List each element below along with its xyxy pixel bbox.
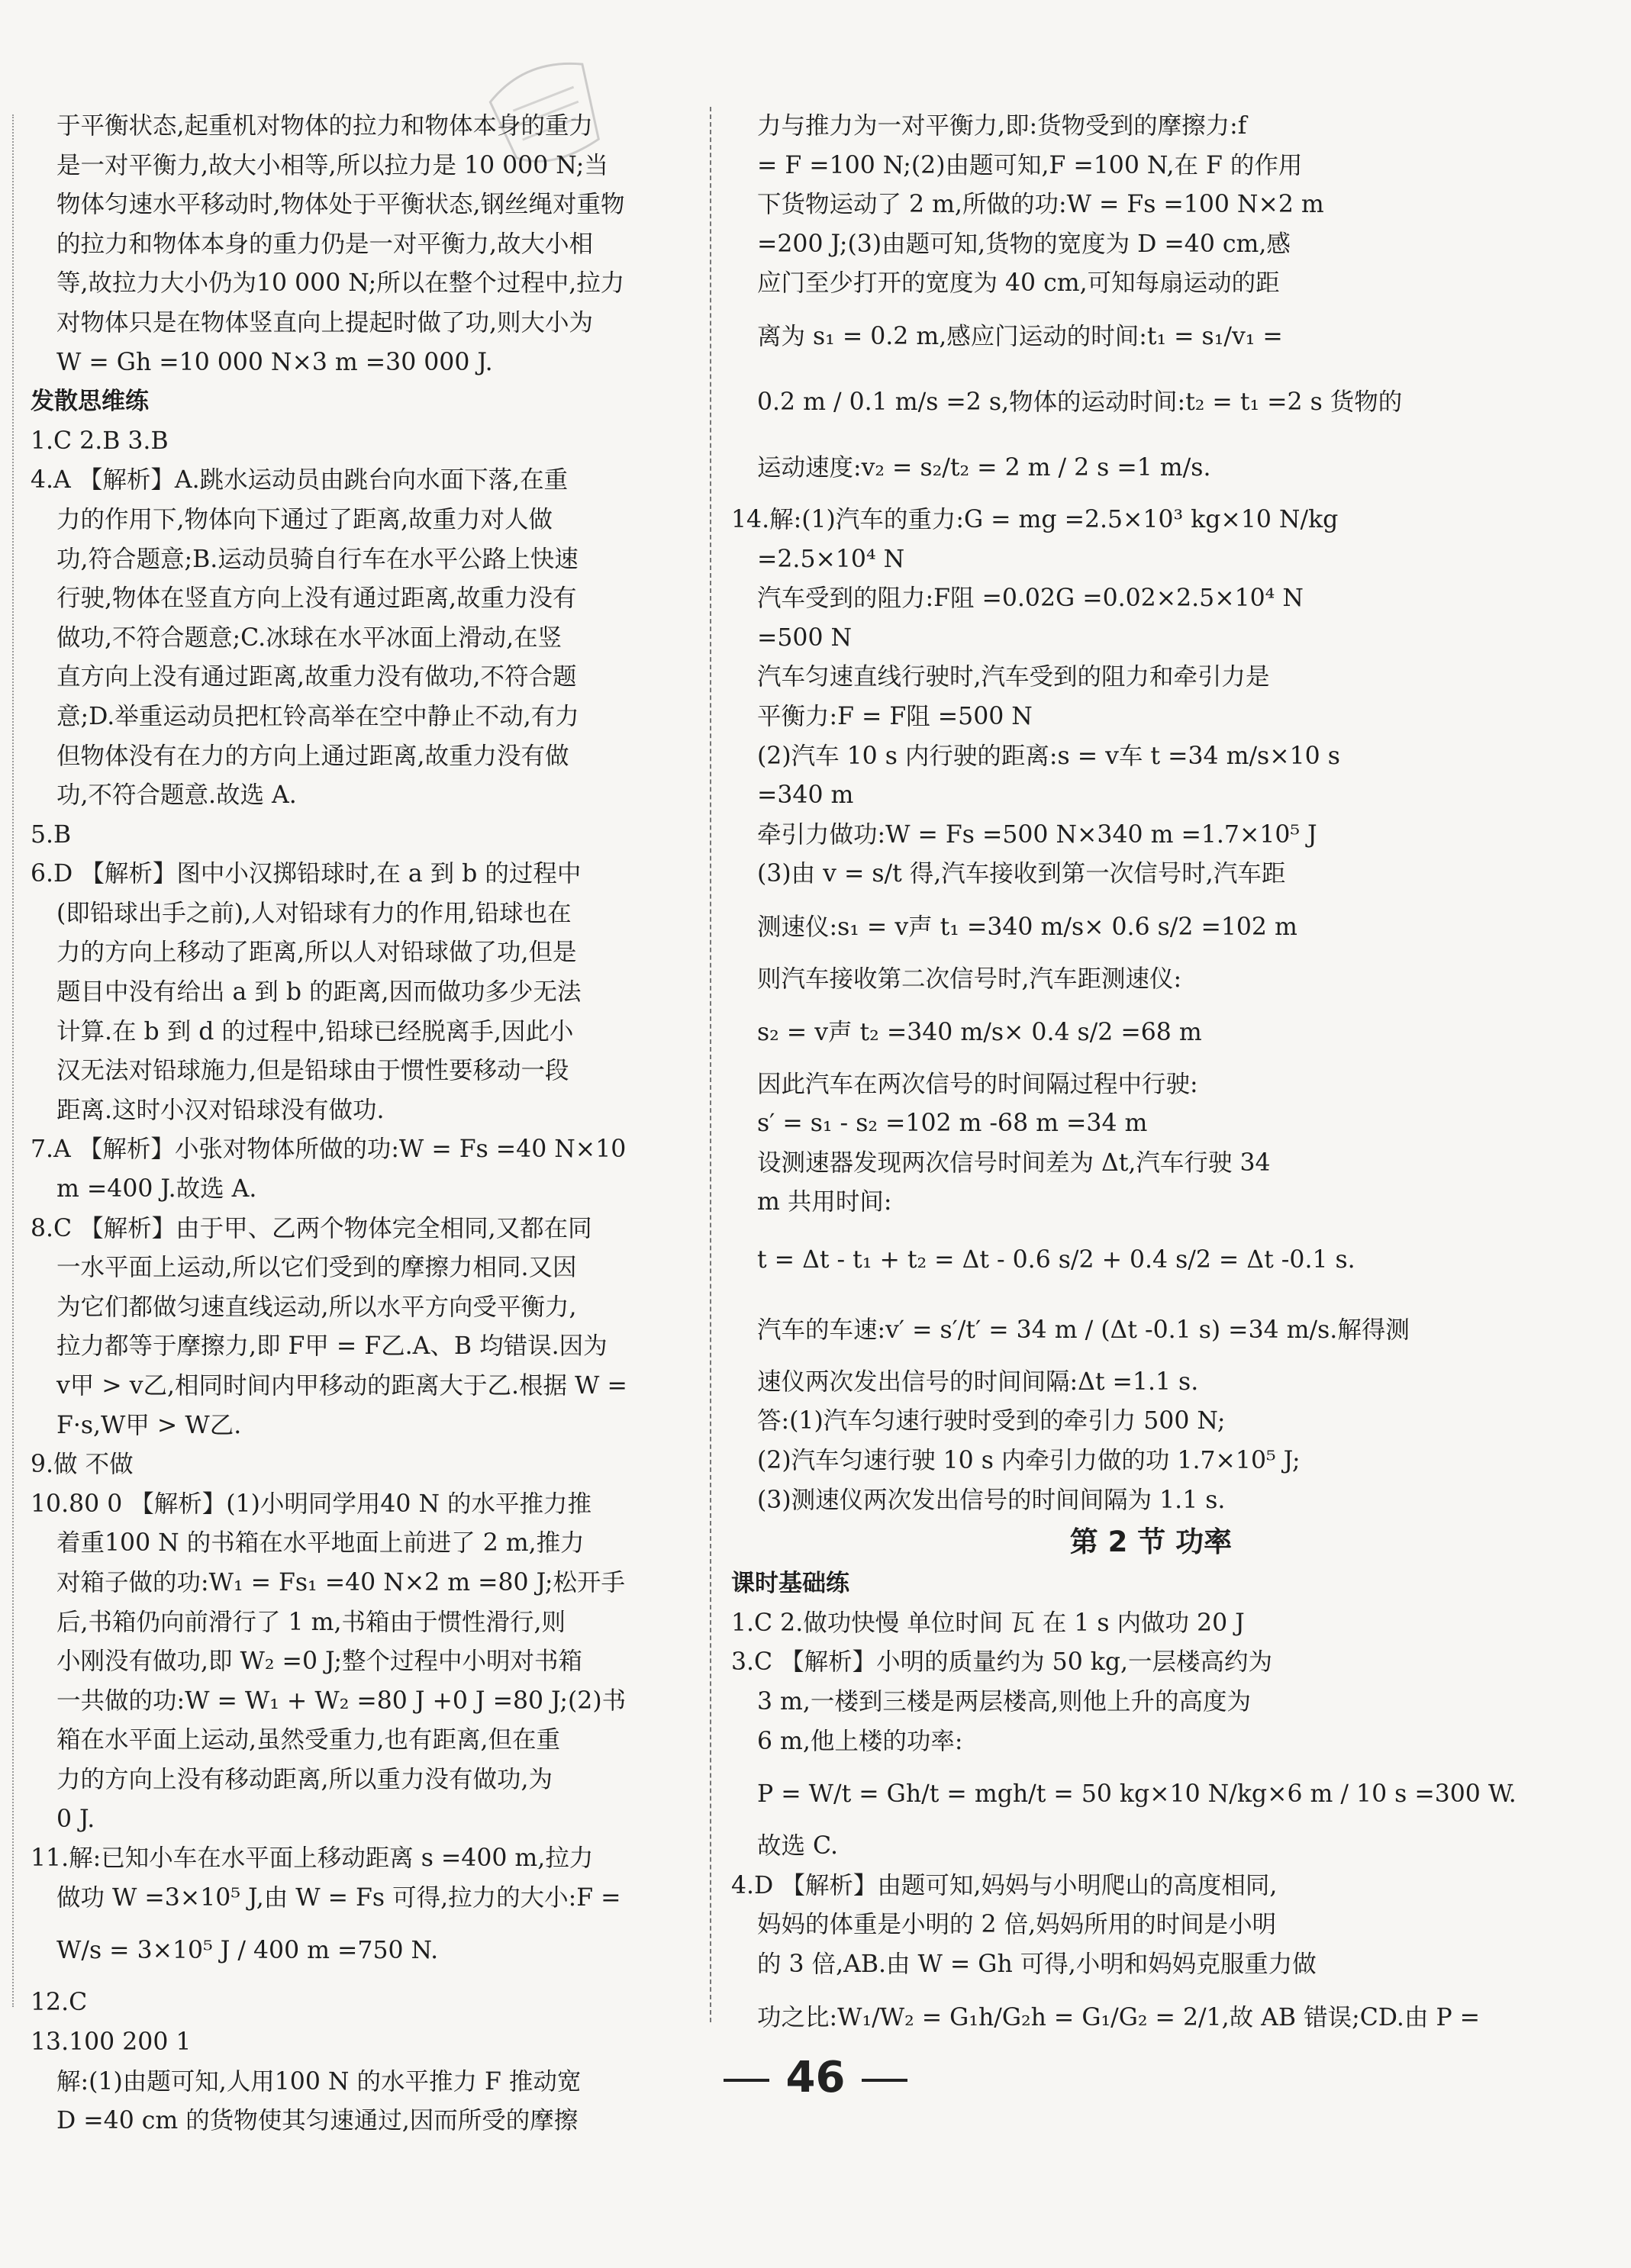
text-line: 直方向上没有通过距离,故重力没有做功,不符合题 [56,663,577,691]
text-line: 行驶,物体在竖直方向上没有通过距离,故重力没有 [56,585,577,613]
text-line: v甲 > v乙,相同时间内甲移动的距离大于乙.根据 W = [56,1372,627,1400]
page-number-text: 46 [785,2053,846,2102]
text-line: F·s,W甲 > W乙. [56,1411,242,1439]
text-line: 计算.在 b 到 d 的过程中,铅球已经脱离手,因此小 [56,1017,574,1045]
text-line: W/s = 3×10⁵ J / 400 m =750 N. [56,1937,439,1965]
text-line: 箱在水平面上运动,虽然受重力,也有距离,但在重 [56,1726,561,1754]
left-column [31,107,702,2141]
text-line: m 共用时间: [757,1188,892,1216]
text-line: 速仪两次发出信号的时间间隔:Δt =1.1 s. [757,1368,1199,1396]
text-line: 8.C 【解析】由于甲、乙两个物体完全相同,又都在同 [31,1214,592,1242]
text-line: =200 J;(3)由题可知,货物的宽度为 D =40 cm,感 [757,230,1291,258]
text-line: 但物体没有在力的方向上通过距离,故重力没有做 [56,742,569,770]
text-line: 做功 W =3×10⁵ J,由 W = Fs 可得,拉力的大小:F = [56,1883,621,1912]
text-line: 13.100 200 1 [31,2028,192,2056]
text-line: 则汽车接收第二次信号时,汽车距测速仪: [757,965,1182,993]
page-number-dash-left [724,2079,769,2082]
text-line: 4.A 【解析】A.跳水运动员由跳台向水面下落,在重 [31,466,569,495]
text-line: 4.D 【解析】由题可知,妈妈与小明爬山的高度相同, [731,1871,1278,1899]
column-divider [710,107,711,2022]
text-line: W = Gh =10 000 N×3 m =30 000 J. [56,348,493,376]
text-line: 的 3 倍,AB.由 W = Gh 可得,小明和妈妈克服重力做 [757,1951,1317,1978]
text-line: 功,符合题意;B.运动员骑自行车在水平公路上快速 [56,545,579,573]
text-line: 12.C [31,1989,88,2017]
text-line: 牵引力做功:W = Fs =500 N×340 m =1.7×10⁵ J [757,820,1317,849]
text-line: 妈妈的体重是小明的 2 倍,妈妈所用的时间是小明 [757,1911,1277,1939]
text-line: 0.2 m / 0.1 m/s =2 s,物体的运动时间:t₂ = t₁ =2 s 货物的 [757,388,1403,416]
text-line: 1.C 2.B 3.B [31,427,169,455]
text-line: 1.C 2.做功快慢 单位时间 瓦 在 1 s 内做功 20 J [731,1609,1245,1637]
page-number-dash-right [862,2079,907,2082]
text-line: m =400 J.故选 A. [56,1175,257,1203]
text-line: 的拉力和物体本身的重力仍是一对平衡力,故大小相 [56,230,594,258]
text-line: 力的方向上没有移动距离,所以重力没有做功,为 [56,1765,553,1793]
text-line: 应门至少打开的宽度为 40 cm,可知每扇运动的距 [757,269,1280,298]
text-line: 对物体只是在物体竖直向上提起时做了功,则大小为 [56,308,594,337]
text-line: 因此汽车在两次信号的时间隔过程中行驶: [757,1070,1198,1098]
text-line: 汽车的车速:v′ = s′/t′ = 34 m / (Δt -0.1 s) =34 m/s.解得测 [757,1316,1410,1344]
text-line: 为它们都做匀速直线运动,所以水平方向受平衡力, [56,1293,577,1321]
text-line: 是一对平衡力,故大小相等,所以拉力是 10 000 N;当 [56,151,608,179]
text-line: 后,书箱仍向前滑行了 1 m,书箱由于惯性滑行,则 [56,1608,566,1636]
text-line: (3)测速仪两次发出信号的时间间隔为 1.1 s. [757,1486,1226,1514]
text-line: 一水平面上运动,所以它们受到的摩擦力相同.又因 [56,1254,577,1282]
text-line: s′ = s₁ - s₂ =102 m -68 m =34 m [757,1110,1148,1138]
text-line: = F =100 N;(2)由题可知,F =100 N,在 F 的作用 [757,151,1303,179]
right-column [731,107,1571,2051]
section-title: 第 2 节 功率 [1069,1525,1233,1559]
text-line: 题目中没有给出 a 到 b 的距离,因而做功多少无法 [56,978,582,1007]
text-line: 功之比:W₁/W₂ = G₁h/G₂h = G₁/G₂ = 2/1,故 AB 错误;CD.由 P = [757,2003,1481,2031]
text-line: 力与推力为一对平衡力,即:货物受到的摩擦力:f [757,112,1247,140]
text-line: 于平衡状态,起重机对物体的拉力和物体本身的重力 [56,112,594,140]
text-line: 9.做 不做 [31,1451,134,1479]
text-line: 力的作用下,物体向下通过了距离,故重力对人做 [56,505,553,533]
text-line: 着重100 N 的书箱在水平地面上前进了 2 m,推力 [56,1529,585,1558]
text-line: 解:(1)由题可知,人用100 N 的水平推力 F 推动宽 [56,2067,582,2096]
text-line: (3)由 v = s/t 得,汽车接收到第一次信号时,汽车距 [757,860,1286,888]
text-line: 汽车受到的阻力:F阻 =0.02G =0.02×2.5×10⁴ N [757,585,1304,613]
text-line: 拉力都等于摩擦力,即 F甲 = F乙.A、B 均错误.因为 [56,1332,608,1361]
text-line: 3.C 【解析】小明的质量约为 50 kg,一层楼高约为 [731,1648,1273,1677]
text-line: 6 m,他上楼的功率: [757,1727,963,1755]
text-line: 故选 C. [757,1832,839,1860]
text-line: 7.A 【解析】小张对物体所做的功:W = Fs =40 N×10 [31,1136,627,1164]
text-line: =500 N [757,623,853,652]
text-line: (即铅球出手之前),人对铅球有力的作用,铅球也在 [56,899,572,927]
text-line: 对箱子做的功:W₁ = Fs₁ =40 N×2 m =80 J;松开手 [56,1568,626,1596]
text-line: 汽车匀速直线行驶时,汽车受到的阻力和牵引力是 [757,663,1270,691]
text-line: 0 J. [56,1805,95,1833]
text-line: 6.D 【解析】图中小汉掷铅球时,在 a 到 b 的过程中 [31,860,582,888]
text-line: =2.5×10⁴ N [757,545,905,573]
text-line: 离为 s₁ = 0.2 m,感应门运动的时间:t₁ = s₁/v₁ = [757,322,1283,350]
text-line: 等,故拉力大小仍为10 000 N;所以在整个过程中,拉力 [56,269,625,298]
text-line: =340 m [757,781,854,810]
text-line: 汉无法对铅球施力,但是铅球由于惯性要移动一段 [56,1057,569,1085]
text-line: 距离.这时小汉对铅球没有做功. [56,1096,385,1124]
text-line: (2)汽车匀速行驶 10 s 内牵引力做的功 1.7×10⁵ J; [757,1447,1301,1475]
text-line: 3 m,一楼到三楼是两层楼高,则他上升的高度为 [757,1688,1251,1716]
text-line: (2)汽车 10 s 内行驶的距离:s = v车 t =34 m/s×10 s [757,742,1340,770]
text-line: 意;D.举重运动员把杠铃高举在空中静止不动,有力 [56,702,579,730]
text-line: 设测速器发现两次信号时间差为 Δt,汽车行驶 34 [757,1148,1271,1177]
text-line: 11.解:已知小车在水平面上移动距离 s =400 m,拉力 [31,1844,594,1873]
text-line: D =40 cm 的货物使其匀速通过,因而所受的摩擦 [56,2107,579,2135]
text-line: 10.80 0 【解析】(1)小明同学用40 N 的水平推力推 [31,1490,592,1518]
text-line: 小刚没有做功,即 W₂ =0 J;整个过程中小明对书箱 [56,1648,582,1676]
text-line: 14.解:(1)汽车的重力:G = mg =2.5×10³ kg×10 N/kg [731,505,1339,533]
text-line: 功,不符合题意.故选 A. [56,781,297,810]
text-line: P = W/t = Gh/t = mgh/t = 50 kg×10 N/kg×6 m / 10 s =300 W. [757,1780,1517,1809]
section-heading: 课时基础练 [731,1570,849,1598]
text-line: s₂ = v声 t₂ =340 m/s× 0.4 s/2 =68 m [757,1018,1202,1046]
text-line: 运动速度:v₂ = s₂/t₂ = 2 m / 2 s =1 m/s. [757,453,1211,482]
text-line: 测速仪:s₁ = v声 t₁ =340 m/s× 0.6 s/2 =102 m [757,913,1297,941]
text-line: 答:(1)汽车匀速行驶时受到的牵引力 500 N; [757,1407,1226,1435]
section-heading: 发散思维练 [31,388,149,416]
text-line: 物体匀速水平移动时,物体处于平衡状态,钢丝绳对重物 [56,191,625,219]
text-line: 平衡力:F = F阻 =500 N [757,702,1033,730]
text-line: 一共做的功:W = W₁ + W₂ =80 J +0 J =80 J;(2)书 [56,1687,627,1715]
text-line: 力的方向上移动了距离,所以人对铅球做了功,但是 [56,939,577,967]
page-number [0,2053,1631,2102]
text-line: 下货物运动了 2 m,所做的功:W = Fs =100 N×2 m [757,191,1324,219]
text-line: t = Δt - t₁ + t₂ = Δt - 0.6 s/2 + 0.4 s/2 = Δt -0.1 s. [757,1245,1355,1274]
binding-margin-rule [12,114,14,2007]
text-line: 5.B [31,820,72,849]
text-line: 做功,不符合题意;C.冰球在水平冰面上滑动,在竖 [56,623,562,652]
